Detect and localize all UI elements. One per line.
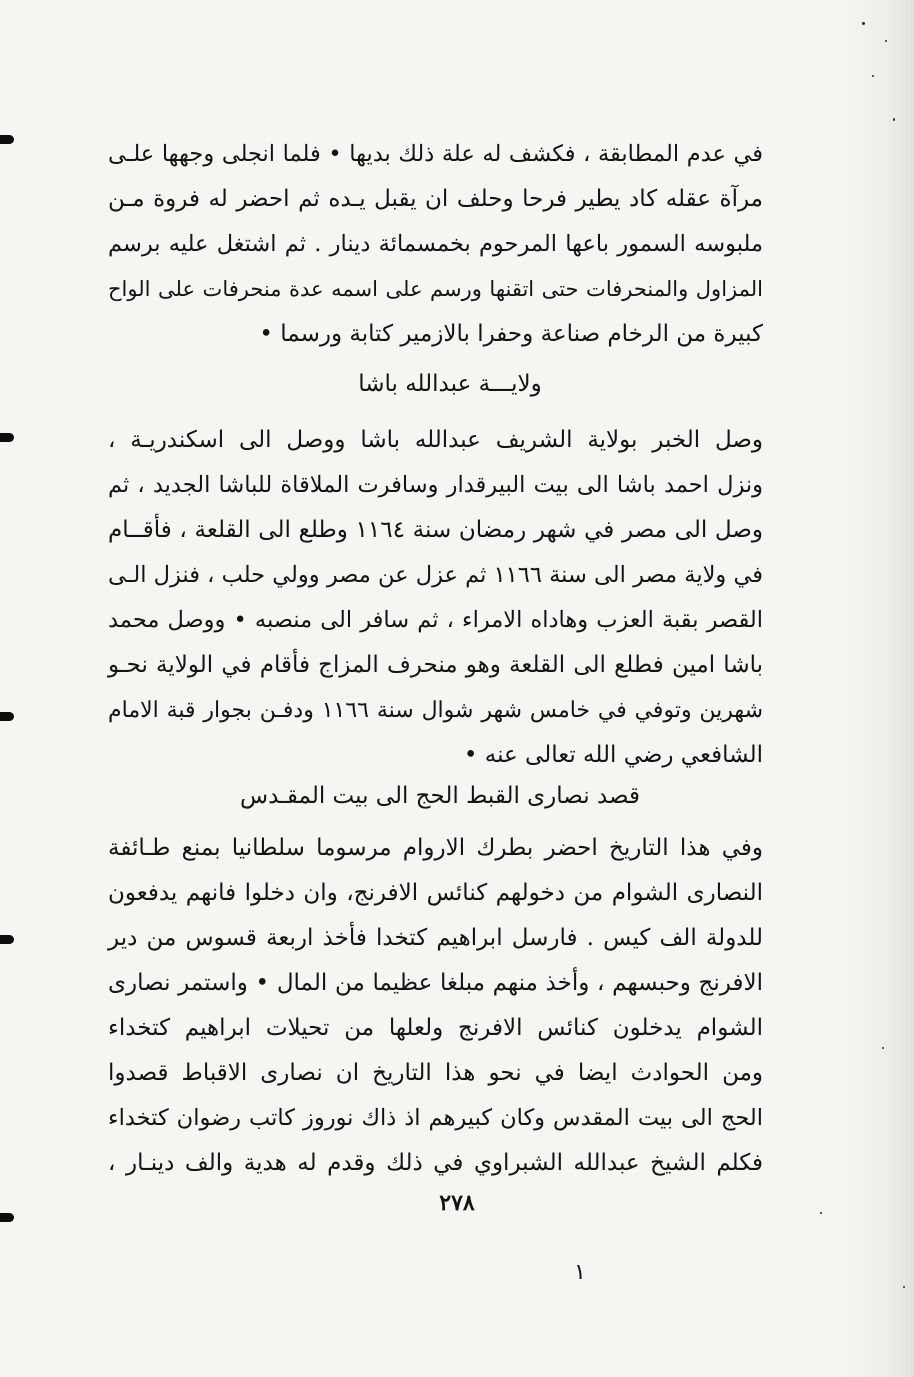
scan-speck [893, 118, 895, 121]
scan-speck [872, 75, 874, 77]
section-heading: ولايـــة عبدالله باشا [358, 371, 542, 397]
section-heading: قصد نصارى القبط الحج الى بيت المقـدس [240, 783, 640, 809]
paragraph-3 [108, 826, 763, 1186]
scan-shadow [844, 0, 914, 1377]
text-line: ومن الحوادث ايضا في نحو هذا التاريخ ان نصارى الاقباط قصدوا [108, 1060, 763, 1086]
scan-speck [862, 22, 865, 25]
paragraph-2 [108, 418, 763, 778]
text-line: وصل الى مصر في شهر رمضان سنة ١١٦٤ وطلع الى القلعة ، فأقــام [108, 517, 763, 543]
text-line: الشوام يدخلون كنائس الافرنج ولعلها من تحيلات ابراهيم كتخداء [108, 1015, 763, 1041]
text-line: فكلم الشيخ عبدالله الشبراوي في ذلك وقدم له هدية والف دينـار ، [108, 1150, 763, 1176]
text-line: كبيرة من الرخام صناعة وحفرا بالازمير كتابة ورسما • [259, 321, 763, 347]
binding-mark [0, 433, 14, 442]
scan-speck [885, 40, 887, 42]
text-line: في عدم المطابقة ، فكشف له علة ذلك بديها • فلما انجلى وجهها علـى [108, 141, 763, 167]
text-line: للدولة الف كيس . فارسل ابراهيم كتخدا فأخذ اربعة قسوس من دير [108, 925, 763, 951]
text-line: شهرين وتوفي في خامس شهر شوال سنة ١١٦٦ ودفـن بجوار قبة الامام [108, 698, 764, 723]
text-line: المزاول والمنحرفات حتى اتقنها ورسم على اسمه عدة منحرفات على الواح [108, 277, 763, 301]
text-line: باشا امين فطلع الى القلعة وهو منحرف المزاج فأقام في الولاية نحـو [108, 652, 763, 678]
scan-speck [903, 1286, 905, 1288]
binding-mark [0, 135, 14, 144]
text-line: النصارى الشوام من دخولهم كنائس الافرنج، وان دخلوا فانهم يدفعون [108, 880, 763, 906]
binding-mark [0, 712, 14, 721]
text-line: ونزل احمد باشا الى بيت البيرقدار وسافرت الملاقاة للباشا الجديد ، ثم [108, 472, 763, 498]
text-line: القصر بقبة العزب وهاداه الامراء ، ثم سافر الى منصبه • ووصل محمد [108, 607, 763, 633]
text-line: في ولاية مصر الى سنة ١١٦٦ ثم عزل عن مصر وولي حلب ، فنزل الـى [108, 562, 763, 588]
text-line: الشافعي رضي الله تعالى عنه • [463, 742, 763, 768]
paragraph-1 [108, 132, 763, 357]
page-number: ٢٧٨ [439, 1190, 475, 1216]
text-line: الافرنج وحبسهم ، وأخذ منهم مبلغا عظيما من المال • واستمر نصارى [108, 970, 763, 996]
text-line: وصل الخبر بولاية الشريف عبدالله باشا ووصل الى اسكندريـة ، [108, 427, 763, 453]
binding-mark [0, 935, 14, 944]
text-line: مرآة عقله كاد يطير فرحا وحلف ان يقبل يـده ثم احضر له فروة مـن [108, 186, 763, 212]
text-line: ملبوسه السمور باعها المرحوم بخمسمائة دينار . ثم اشتغل عليه برسم [108, 231, 763, 257]
stray-mark: ١ [574, 1260, 586, 1285]
scan-speck [882, 1047, 884, 1049]
text-line: الحج الى بيت المقدس وكان كبيرهم اذ ذاك نوروز كاتب رضوان كتخداء [108, 1105, 763, 1131]
text-line: وفي هذا التاريخ احضر بطرك الاروام مرسوما سلطانيا بمنع طـائفة [108, 835, 763, 861]
